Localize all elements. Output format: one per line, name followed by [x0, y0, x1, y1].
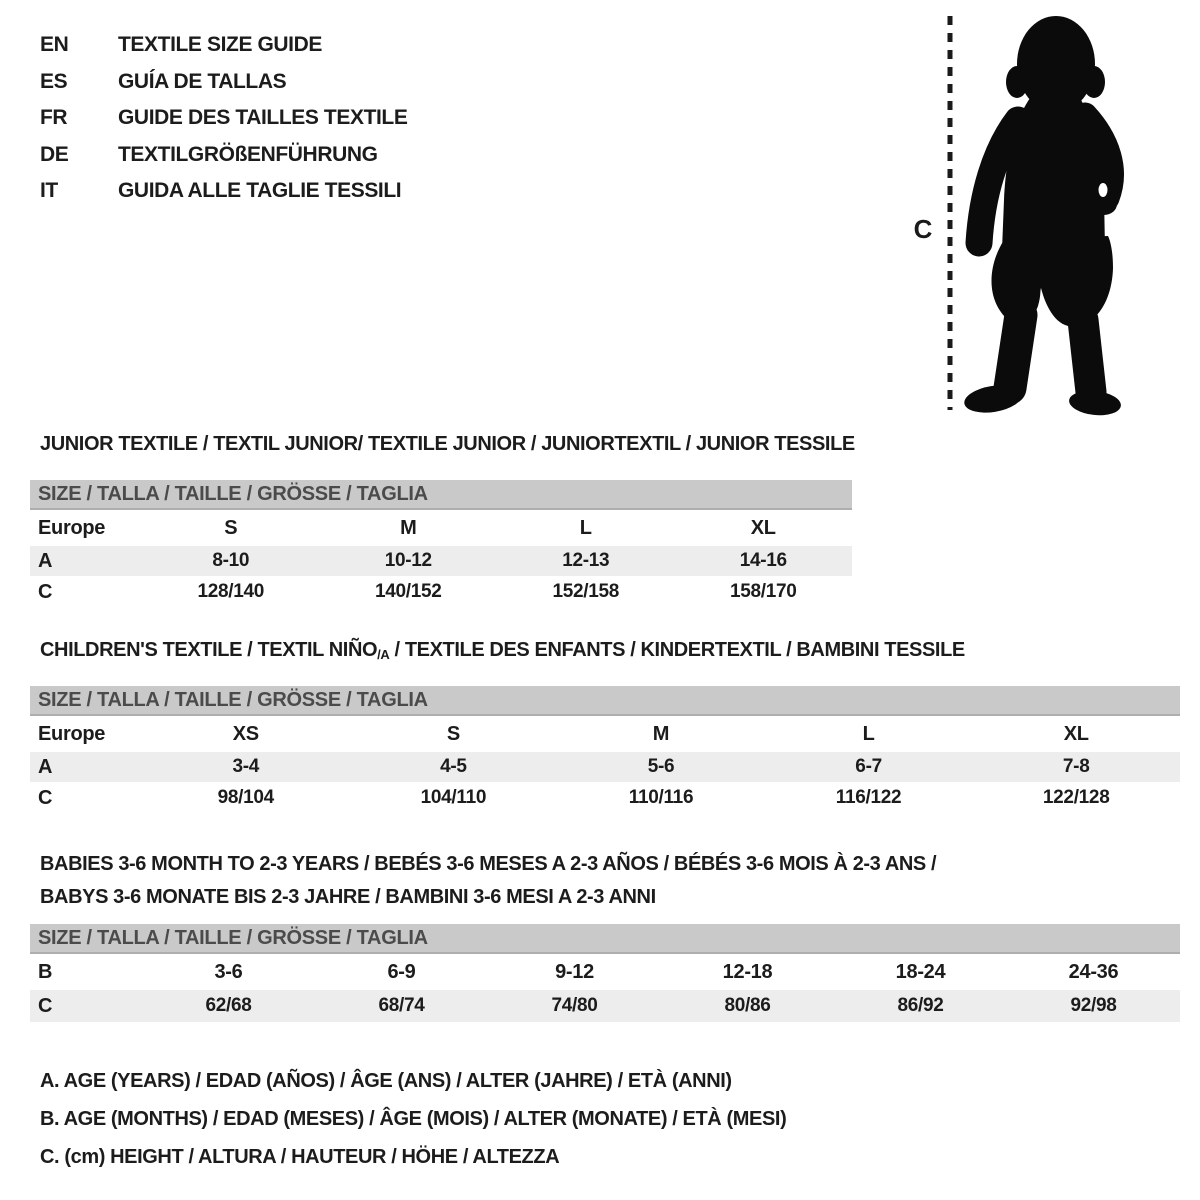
size-cell: 6-9 [387, 960, 416, 983]
row-label: Europe [38, 516, 106, 539]
children-size-table [30, 686, 1180, 814]
section-title-line: BABIES 3-6 MONTH TO 2-3 YEARS / BEBÉS 3-6 MESES A 2-3 AÑOS / BÉBÉS 3-6 MOIS À 2-3 ANS / [40, 853, 937, 875]
language-title-list [40, 27, 407, 210]
size-cell: 140/152 [374, 581, 442, 602]
row-label: A [30, 546, 142, 576]
size-cell: 18-24 [895, 960, 946, 983]
size-cell: M [400, 516, 417, 539]
row-label: B [38, 960, 53, 983]
size-cell: S [224, 516, 238, 539]
size-cell: 98/104 [217, 787, 274, 808]
height-measure-label: C [913, 214, 933, 244]
size-cell: 74/80 [488, 990, 661, 1022]
size-cell: 122/128 [1042, 787, 1110, 808]
section-title-junior: JUNIOR TEXTILE / TEXTIL JUNIOR/ TEXTILE JUNIOR / JUNIORTEXTIL / JUNIOR TESSILE [40, 433, 855, 455]
footnote-b: B. AGE (MONTHS) / EDAD (MESES) / ÂGE (MOIS) / ALTER (MONATE) / ETÀ (MESI) [40, 1108, 787, 1130]
row-label: A [30, 752, 142, 782]
table-row [30, 990, 1180, 1022]
language-code: FR [40, 106, 68, 129]
row-label: Europe [38, 722, 106, 745]
table-row [30, 686, 1180, 715]
size-cell: S [446, 722, 460, 745]
size-cell: 158/170 [729, 581, 797, 602]
language-code: IT [40, 179, 58, 202]
size-cell: 10-12 [320, 546, 498, 576]
language-title: TEXTILGRÖßENFÜHRUNG [118, 142, 378, 166]
size-cell: 92/98 [1007, 990, 1180, 1022]
size-header: SIZE / TALLA / TAILLE / GRÖSSE / TAGLIA [30, 686, 1180, 715]
section-title-text: CHILDREN'S TEXTILE / TEXTIL NIÑO [40, 639, 378, 661]
size-cell: XL [1063, 722, 1089, 745]
language-code: DE [40, 142, 69, 166]
row-label: C [38, 786, 53, 809]
table-row [30, 546, 852, 576]
size-cell: 24-36 [1068, 960, 1119, 983]
section-title-line: BABYS 3-6 MONATE BIS 2-3 JAHRE / BAMBINI 3-6 MESI A 2-3 ANNI [40, 886, 656, 908]
size-cell: 68/74 [315, 990, 488, 1022]
size-cell: 6-7 [765, 752, 973, 782]
size-cell: 80/86 [661, 990, 834, 1022]
table-row [30, 953, 1180, 990]
table-row [30, 924, 1180, 953]
size-cell: L [862, 722, 875, 745]
size-cell: 62/68 [142, 990, 315, 1022]
section-title-children [40, 639, 965, 662]
size-cell: 152/158 [552, 581, 620, 602]
table-row [30, 782, 1180, 814]
table-row [30, 480, 852, 509]
row-label: C [38, 580, 53, 603]
size-cell: XS [232, 722, 259, 745]
size-cell: 9-12 [555, 960, 594, 983]
language-title: GUIDE DES TAILLES TEXTILE [118, 106, 408, 129]
section-title-babies [40, 848, 936, 914]
language-title: GUÍA DE TALLAS [118, 69, 287, 93]
language-code: EN [40, 33, 69, 56]
row-label: C [30, 990, 142, 1022]
footnotes [40, 1062, 786, 1176]
size-cell: 110/116 [628, 787, 694, 808]
toddler-silhouette-icon [962, 16, 1122, 418]
height-figure [880, 0, 1170, 430]
section-title-text: / TEXTILE DES ENFANTS / KINDERTEXTIL / BAMBINI TESSILE [389, 639, 965, 661]
footnote-a: A. AGE (YEARS) / EDAD (AÑOS) / ÂGE (ANS) / ALTER (JAHRE) / ETÀ (ANNI) [40, 1070, 732, 1092]
size-cell: 3-6 [214, 960, 243, 983]
size-cell: 12-18 [722, 960, 773, 983]
size-cell: 116/122 [835, 787, 902, 808]
size-cell: 7-8 [972, 752, 1180, 782]
table-row [30, 509, 852, 546]
language-title: GUIDA ALLE TAGLIE TESSILI [118, 179, 402, 202]
size-cell: 104/110 [420, 787, 487, 808]
babies-size-table [30, 924, 1180, 1022]
language-title: TEXTILE SIZE GUIDE [118, 33, 322, 56]
junior-size-table [30, 480, 852, 608]
size-header: SIZE / TALLA / TAILLE / GRÖSSE / TAGLIA [30, 924, 1180, 953]
size-cell: L [579, 516, 592, 539]
footnote-c: C. (cm) HEIGHT / ALTURA / HAUTEUR / HÖHE / ALTEZZA [40, 1146, 560, 1168]
size-cell: 128/140 [197, 581, 265, 602]
size-cell: 86/92 [834, 990, 1007, 1022]
table-row [30, 715, 1180, 752]
table-row [30, 576, 852, 608]
size-cell: 3-4 [142, 752, 350, 782]
size-cell: XL [750, 516, 776, 539]
section-title-subscript: /A [377, 647, 390, 662]
size-header: SIZE / TALLA / TAILLE / GRÖSSE / TAGLIA [30, 480, 852, 509]
size-cell: 8-10 [142, 546, 320, 576]
size-cell: 12-13 [497, 546, 675, 576]
size-cell: M [652, 722, 670, 745]
language-code: ES [40, 69, 68, 93]
size-cell: 14-16 [675, 546, 853, 576]
table-row [30, 752, 1180, 782]
size-cell: 5-6 [557, 752, 765, 782]
size-cell: 4-5 [350, 752, 558, 782]
